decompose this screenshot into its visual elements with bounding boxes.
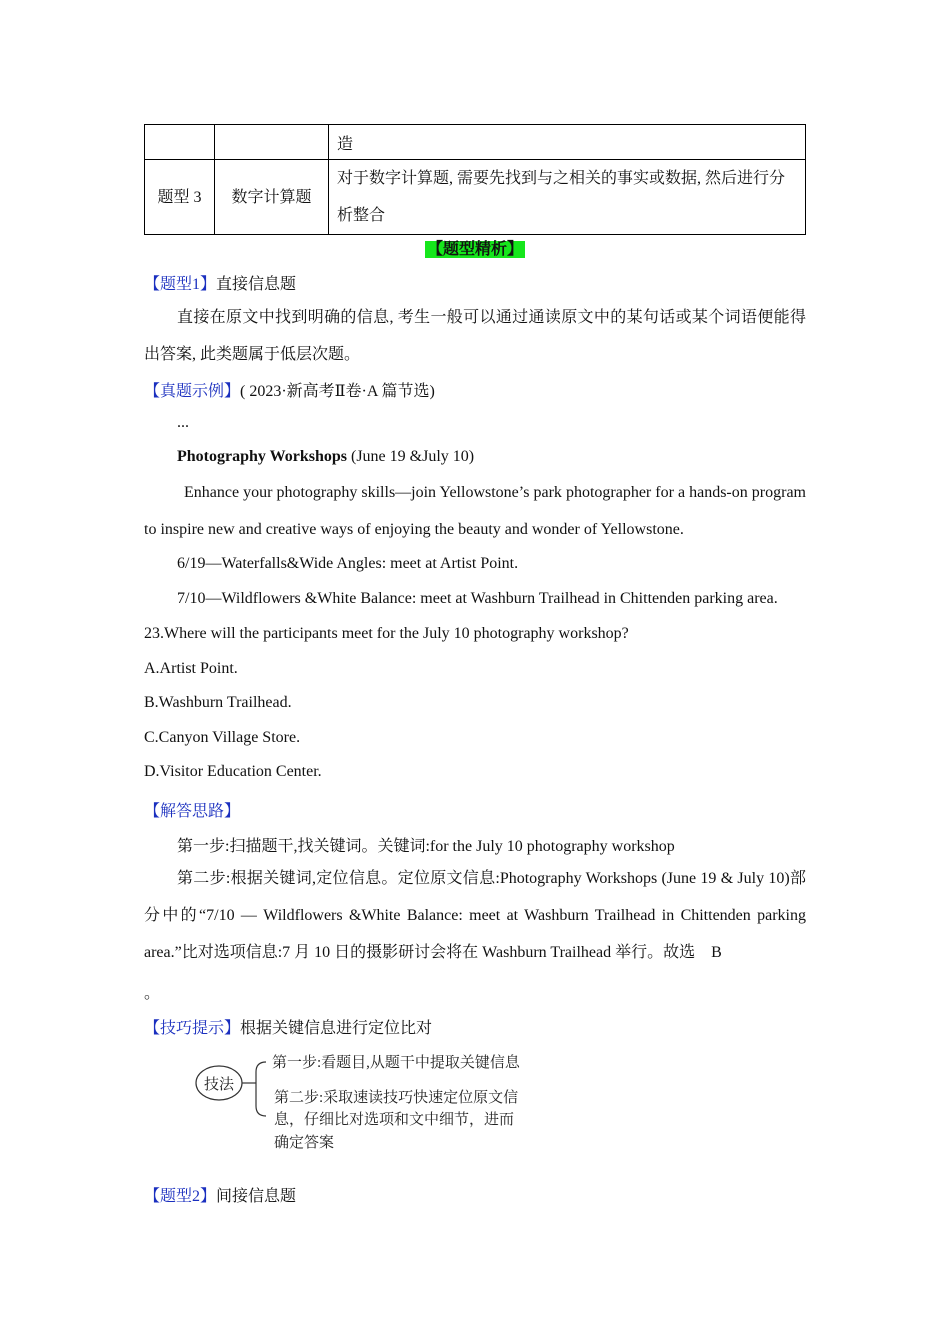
brace-line bbox=[256, 1062, 266, 1116]
table-row bbox=[145, 160, 806, 235]
type2-title: 间接信息题 bbox=[216, 1188, 297, 1205]
tip-heading bbox=[144, 1015, 806, 1038]
technique-center-label: 技法 bbox=[204, 1077, 235, 1093]
type1-tag: 【题型1】 bbox=[144, 276, 217, 293]
analysis-step-2: 第二步:根据关键词,定位信息。定位原文信息:Photography Workshops (June 19 & July 10)部分中的“7/10 — Wildflowers &White Balance: meet at Washburn Trailhead in Chittenden parking area.”比对选项信息:7 月 10 日的摄影研讨会将在 Washburn Trailhead 举行。故选 B bbox=[144, 870, 806, 961]
analysis-tag: 【解答思路】 bbox=[144, 803, 241, 820]
table-cell bbox=[215, 125, 329, 160]
analysis-heading bbox=[144, 798, 806, 821]
question-type-table bbox=[144, 124, 806, 235]
workshop-dates: (June 19 &July 10) bbox=[346, 448, 475, 465]
technique-diagram-svg bbox=[190, 1044, 550, 1164]
table-cell: 造 bbox=[329, 125, 806, 160]
type1-title: 直接信息题 bbox=[216, 276, 297, 293]
option-c: C.Canyon Village Store. bbox=[144, 729, 301, 746]
option-b: B.Washburn Trailhead. bbox=[144, 694, 292, 711]
example-ellipsis: ... bbox=[177, 414, 189, 431]
question-text: 23.Where will the participants meet for the July 10 photography workshop? bbox=[144, 625, 629, 642]
type2-tag: 【题型2】 bbox=[144, 1188, 217, 1205]
workshop-title: Photography Workshops bbox=[177, 448, 347, 465]
table-cell: 对于数字计算题, 需要先找到与之相关的事实或数据, 然后进行分析整合 bbox=[329, 160, 806, 235]
technique-step-1: 第一步:看题目,从题干中提取关键信息 bbox=[272, 1055, 520, 1071]
section-title-text: 【题型精析】 bbox=[426, 241, 523, 258]
technique-step-2-line-2: 息，仔细比对选项和文中细节，进而 bbox=[274, 1112, 515, 1128]
option-d: D.Visitor Education Center. bbox=[144, 763, 322, 780]
tip-text: 根据关键信息进行定位比对 bbox=[240, 1020, 433, 1037]
technique-step-2-line-1: 第二步:采取速读技巧快速定位原文信 bbox=[274, 1090, 519, 1106]
analysis-step-1: 第一步:扫描题干,找关键词。关键词:for the July 10 photography workshop bbox=[177, 838, 675, 855]
tip-tag: 【技巧提示】 bbox=[144, 1020, 241, 1037]
section-title bbox=[144, 236, 806, 259]
technique-step-2-line-3: 确定答案 bbox=[274, 1135, 335, 1151]
example-heading bbox=[144, 378, 806, 401]
type2-heading bbox=[144, 1183, 806, 1206]
table-cell: 数字计算题 bbox=[215, 160, 329, 235]
workshop-paragraph: Enhance your photography skills—join Yellowstone’s park photographer for a hands-on program to inspire new and creative ways of enjoying the beauty and wonder of Yellowstone. bbox=[144, 484, 806, 538]
example-source: ( 2023·新高考Ⅱ卷·A 篇节选) bbox=[240, 383, 435, 400]
workshop-item-2: 7/10—Wildflowers &White Balance: meet at Washburn Trailhead in Chittenden parking area. bbox=[177, 590, 778, 607]
type1-heading bbox=[144, 271, 806, 294]
type1-description: 直接在原文中找到明确的信息, 考生一般可以通过通读原文中的某句话或某个词语便能得出答案, 此类题属于低层次题。 bbox=[144, 309, 806, 363]
example-tag: 【真题示例】 bbox=[144, 383, 241, 400]
workshop-item-1: 6/19—Waterfalls&Wide Angles: meet at Artist Point. bbox=[177, 555, 519, 572]
technique-diagram bbox=[190, 1044, 550, 1164]
table-cell bbox=[145, 125, 215, 160]
workshop-heading bbox=[177, 448, 806, 466]
option-a: A.Artist Point. bbox=[144, 660, 238, 677]
analysis-period: 。 bbox=[144, 985, 161, 1002]
table-cell: 题型 3 bbox=[145, 160, 215, 235]
table-row bbox=[145, 125, 806, 160]
